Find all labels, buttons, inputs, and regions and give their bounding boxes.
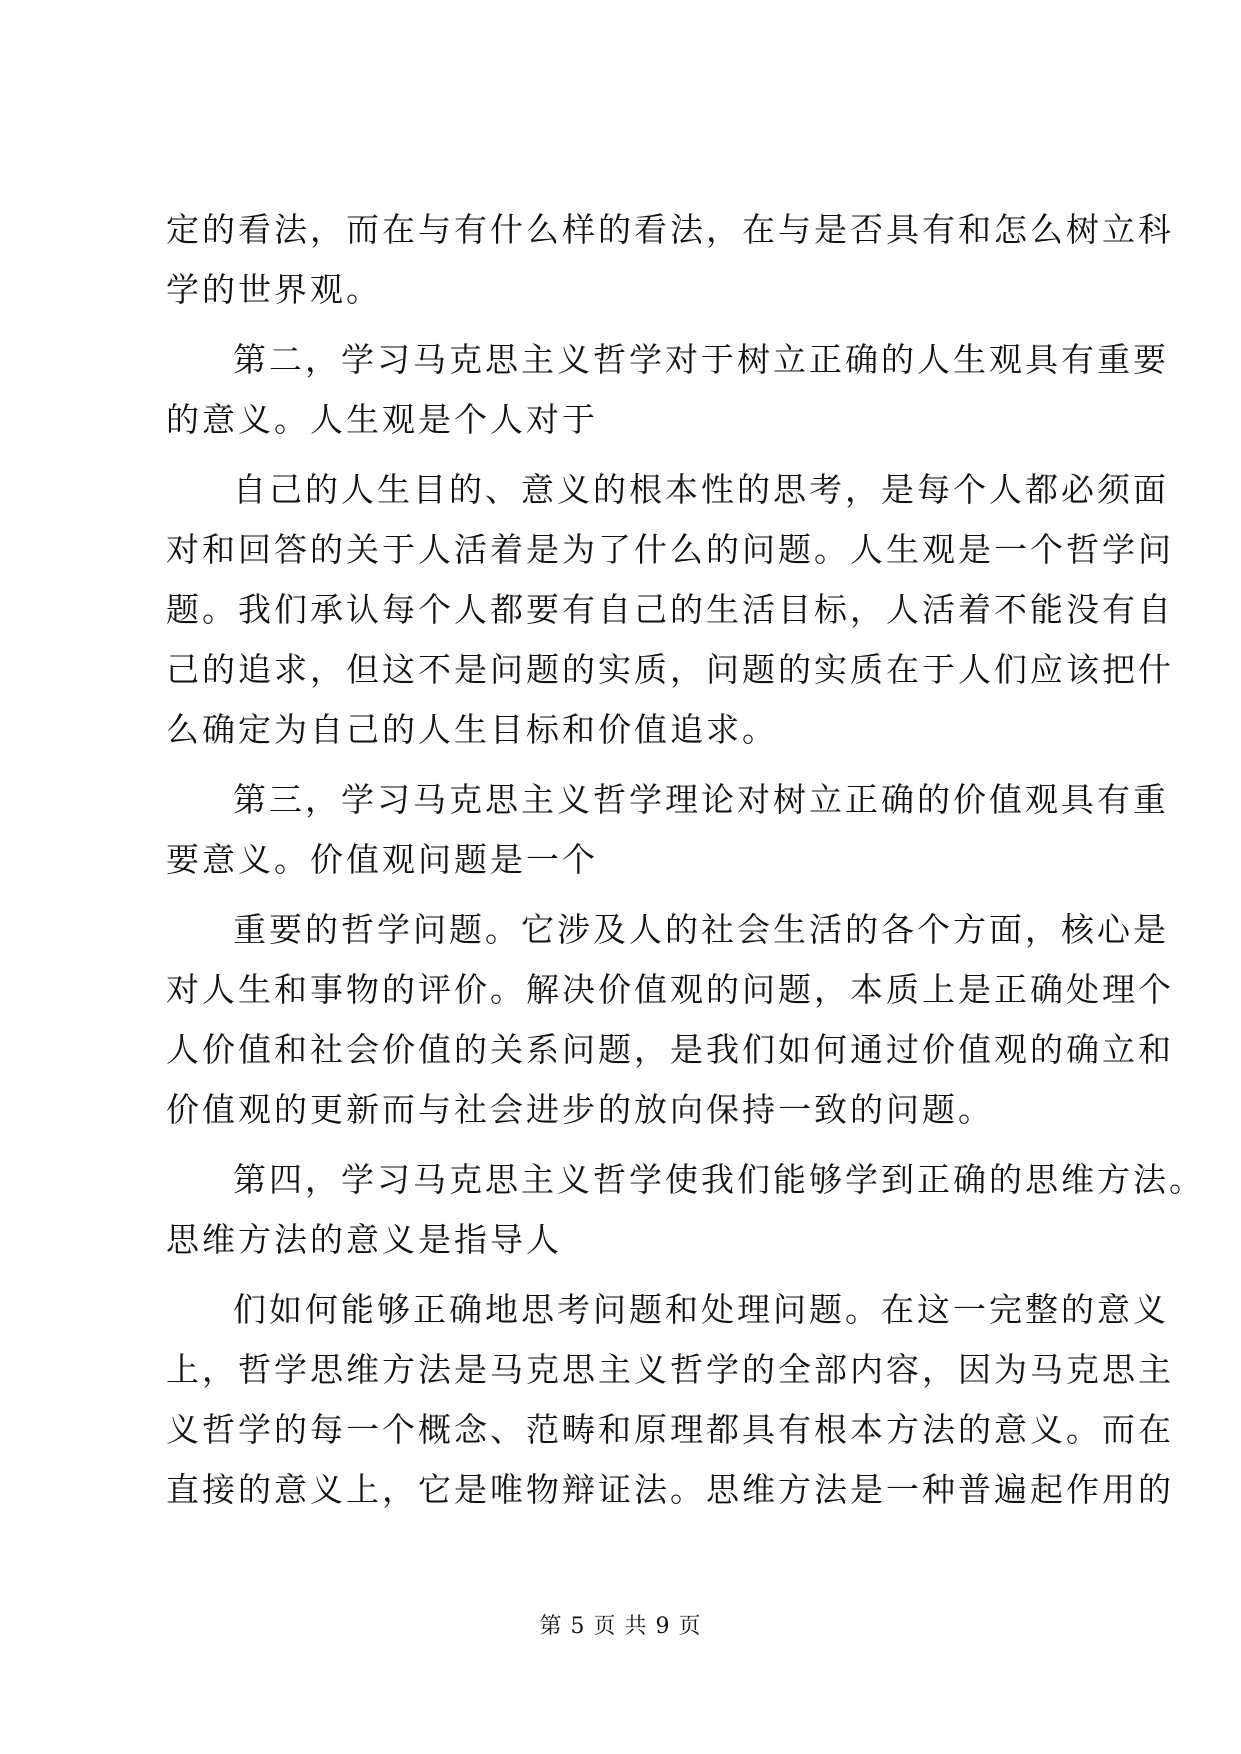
text-line-20: 义哲学的每一个概念、范畴和原理都具有根本方法的意义。而在 [166, 1410, 1174, 1449]
text-line-12: 重要的哲学问题。它涉及人的社会生活的各个方面，核心是 [233, 910, 1169, 949]
text-line-3: 第二，学习马克思主义哲学对于树立正确的人生观具有重要 [233, 340, 1169, 379]
text-line-14: 人价值和社会价值的关系问题，是我们如何通过价值观的确立和 [166, 1030, 1174, 1069]
text-line-1: 定的看法，而在与有什么样的看法，在与是否具有和怎么树立科 [166, 210, 1174, 249]
text-line-6: 对和回答的关于人活着是为了什么的问题。人生观是一个哲学问 [166, 530, 1174, 569]
text-line-10: 第三，学习马克思主义哲学理论对树立正确的价值观具有重 [233, 780, 1169, 819]
text-line-7: 题。我们承认每个人都要有自己的生活目标，人活着不能没有自 [166, 590, 1174, 629]
text-line-21: 直接的意义上，它是唯物辩证法。思维方法是一种普遍起作用的 [166, 1470, 1174, 1509]
text-line-17: 思维方法的意义是指导人 [166, 1220, 562, 1259]
text-line-5: 自己的人生目的、意义的根本性的思考，是每个人都必须面 [233, 470, 1169, 509]
text-line-11: 要意义。价值观问题是一个 [166, 840, 598, 879]
text-line-2: 学的世界观。 [166, 270, 382, 309]
text-line-16: 第四，学习马克思主义哲学使我们能够学到正确的思维方法。 [233, 1160, 1205, 1199]
text-line-15: 价值观的更新而与社会进步的放向保持一致的问题。 [166, 1090, 994, 1129]
page-footer: 第 5 页 共 9 页 [539, 1614, 702, 1639]
text-line-9: 么确定为自己的人生目标和价值追求。 [166, 710, 778, 749]
text-line-13: 对人生和事物的评价。解决价值观的问题，本质上是正确处理个 [166, 970, 1174, 1009]
text-line-4: 的意义。人生观是个人对于 [166, 400, 598, 439]
text-line-19: 上，哲学思维方法是马克思主义哲学的全部内容，因为马克思主 [166, 1350, 1174, 1389]
text-line-8: 己的追求，但这不是问题的实质，问题的实质在于人们应该把什 [166, 650, 1174, 689]
text-line-18: 们如何能够正确地思考问题和处理问题。在这一完整的意义 [233, 1290, 1169, 1329]
